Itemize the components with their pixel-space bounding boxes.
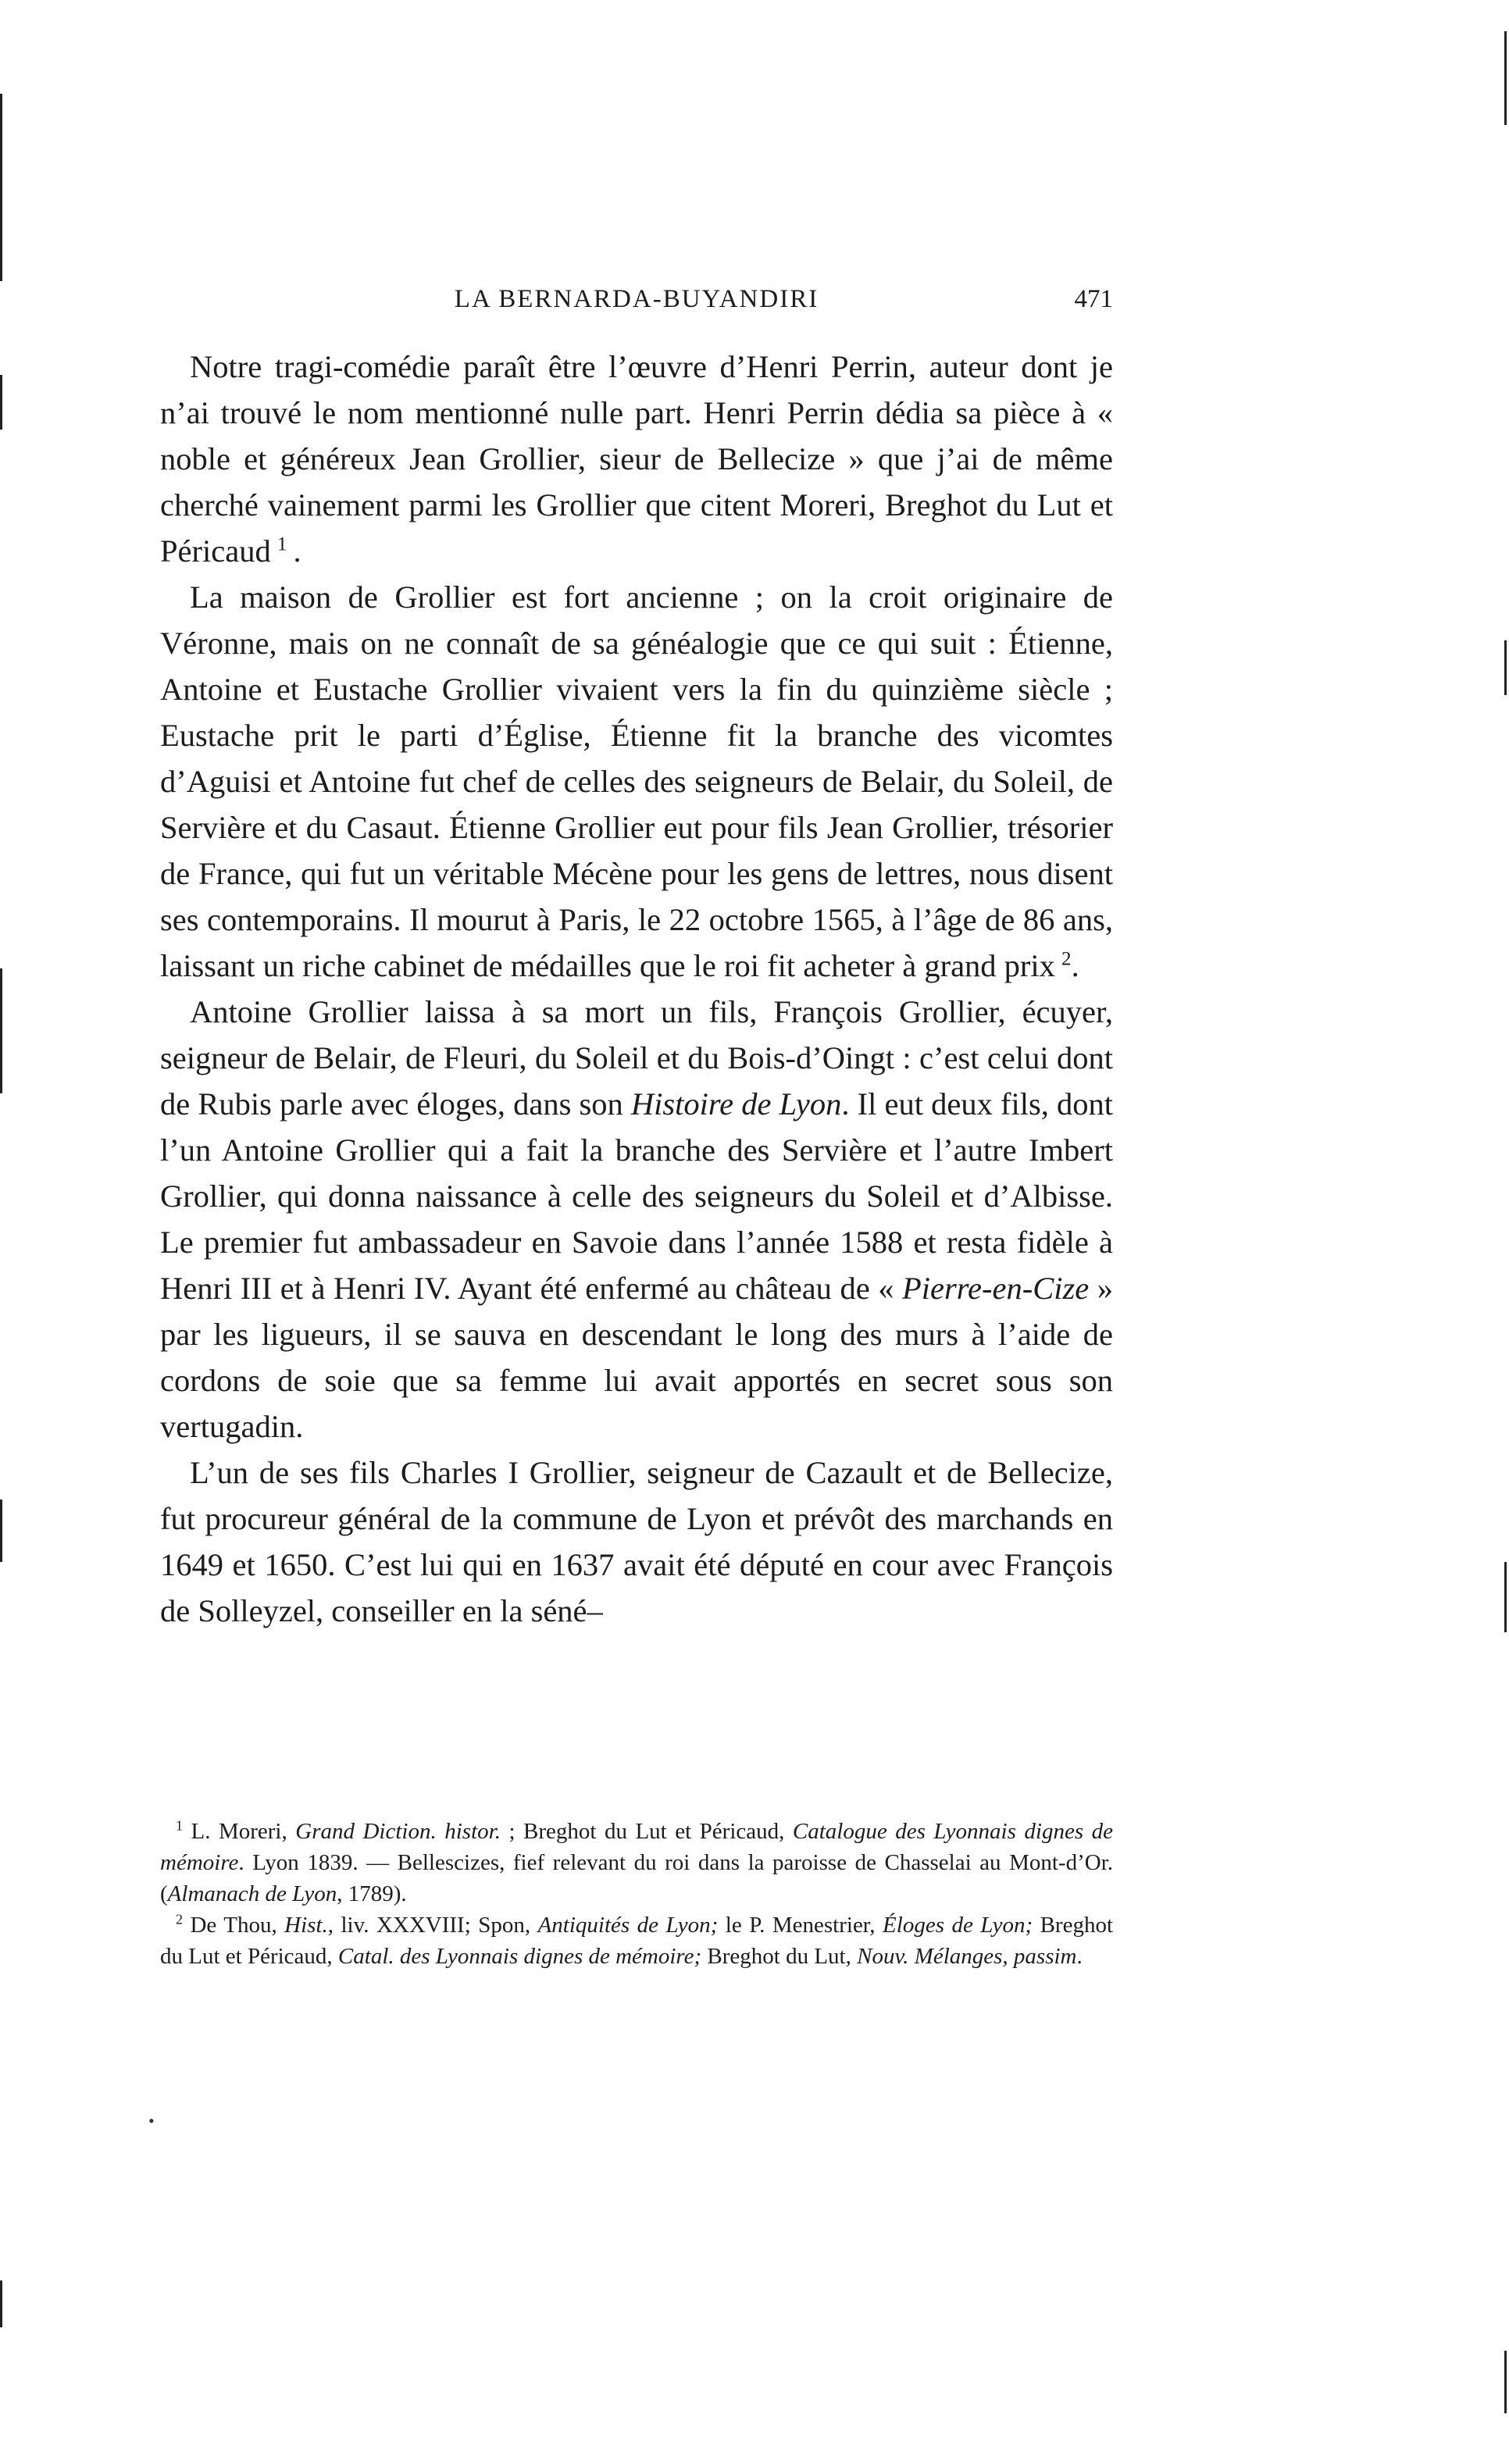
footnote-number: 1: [176, 1817, 183, 1834]
paragraph: L’un de ses fils Charles I Grollier, seigneur de Cazault et de Bellecize, fut procureur général de la commune de Lyon et prévôt des marchands en 1649 et 1650. C’est lui qui en 1637 avait été député en cour avec François de Solleyzel, conseiller en la séné–: [160, 1455, 1113, 1628]
footnote: $^1$ L. Moreri, Grand Diction. histor. ; Breghot du Lut et Péricaud, Catalogue des Lyonnais dignes de mémoire. Lyon 1839. — Bellescizes, fief relevant du roi dans la paroisse de Chasselai au Mont-d’Or. (Almanach de Lyon, 1789).: [160, 1817, 1113, 1906]
place-name: Pierre-en-Cize: [902, 1271, 1090, 1306]
margin-rule: [0, 2280, 2, 2327]
body-text: [160, 344, 1113, 1634]
book-title: Histoire de Lyon: [630, 1086, 842, 1121]
footnote-ref: 2: [1061, 948, 1072, 970]
margin-rule: [0, 375, 2, 430]
footnote-ref: 1: [276, 533, 287, 555]
footnote: $^2$ De Thou, Hist., liv. XXXVIII; Spon, Antiquités de Lyon; le P. Menestrier, Éloges de Lyon; Breghot du Lut et Péricaud, Catal. des Lyonnais dignes de mémoire; Breghot du Lut, Nouv. Mélanges, passim.: [160, 1911, 1114, 1969]
page-header: [160, 285, 1113, 324]
paragraph: Antoine Grollier laissa à sa mort un fils, François Grollier, écuyer, seigneur de Belair, de Fleuri, du Soleil et du Bois-d’Oingt : c’est celui dont de Rubis parle avec éloges, dans son Histoire de Lyon. Il eut deux fils, dont l’un Antoine Grollier qui a fait la branche des Servière et l’autre Imbert Grollier, qui donna naissance à celle des seigneurs du Soleil et d’Albisse. Le premier fut ambassadeur en Savoie dans l’année 1588 et resta fidèle à Henri III et à Henri IV. Ayant été enfermé au château de « Pierre-en-Cize » par les ligueurs, il se sauva en descendant le long des murs à l’aide de cordons de soie que sa femme lui avait apportés en secret sous son vertugadin.: [160, 994, 1114, 1444]
margin-rule: [1504, 1562, 1507, 1632]
footnote-number: 2: [176, 1911, 183, 1927]
margin-rule: [1504, 640, 1507, 695]
margin-rule: [1504, 2351, 1507, 2413]
footnotes: [160, 1816, 1113, 1972]
margin-rule: [1504, 31, 1507, 125]
margin-rule: [0, 968, 2, 1093]
paragraph: Notre tragi-comédie paraît être l’œuvre d’Henri Perrin, auteur dont je n’ai trouvé le nom mentionné nulle part. Henri Perrin dédia sa pièce à « noble et généreux Jean Grollier, sieur de Bellecize » que j’ai de même cherché vainement parmi les Grollier que citent Moreri, Breghot du Lut et Péricaud $^1$ .: [160, 349, 1113, 569]
margin-rule: [0, 1499, 2, 1562]
running-title: LA BERNARDA-BUYANDIRI: [454, 285, 819, 313]
paragraph: La maison de Grollier est fort ancienne ; on la croit originaire de Véronne, mais on ne connaît de sa généalogie que ce qui suit : Étienne, Antoine et Eustache Grollier vivaient vers la fin du quinzième siècle ; Eustache prit le parti d’Église, Étienne fit la branche des vicomtes d’Aguisi et Antoine fut chef de celles des seigneurs de Belair, du Soleil, de Servière et du Casaut. Étienne Grollier eut pour fils Jean Grollier, trésorier de France, qui fut un véritable Mécène pour les gens de lettres, nous disent ses contemporains. Il mourut à Paris, le 22 octobre 1565, à l’âge de 86 ans, laissant un riche cabinet de médailles que le roi fit acheter à grand prix $^2$.: [160, 579, 1113, 983]
margin-rule: [0, 94, 2, 281]
ink-dot: •: [148, 2111, 155, 2131]
page-number: 471: [1074, 285, 1113, 313]
